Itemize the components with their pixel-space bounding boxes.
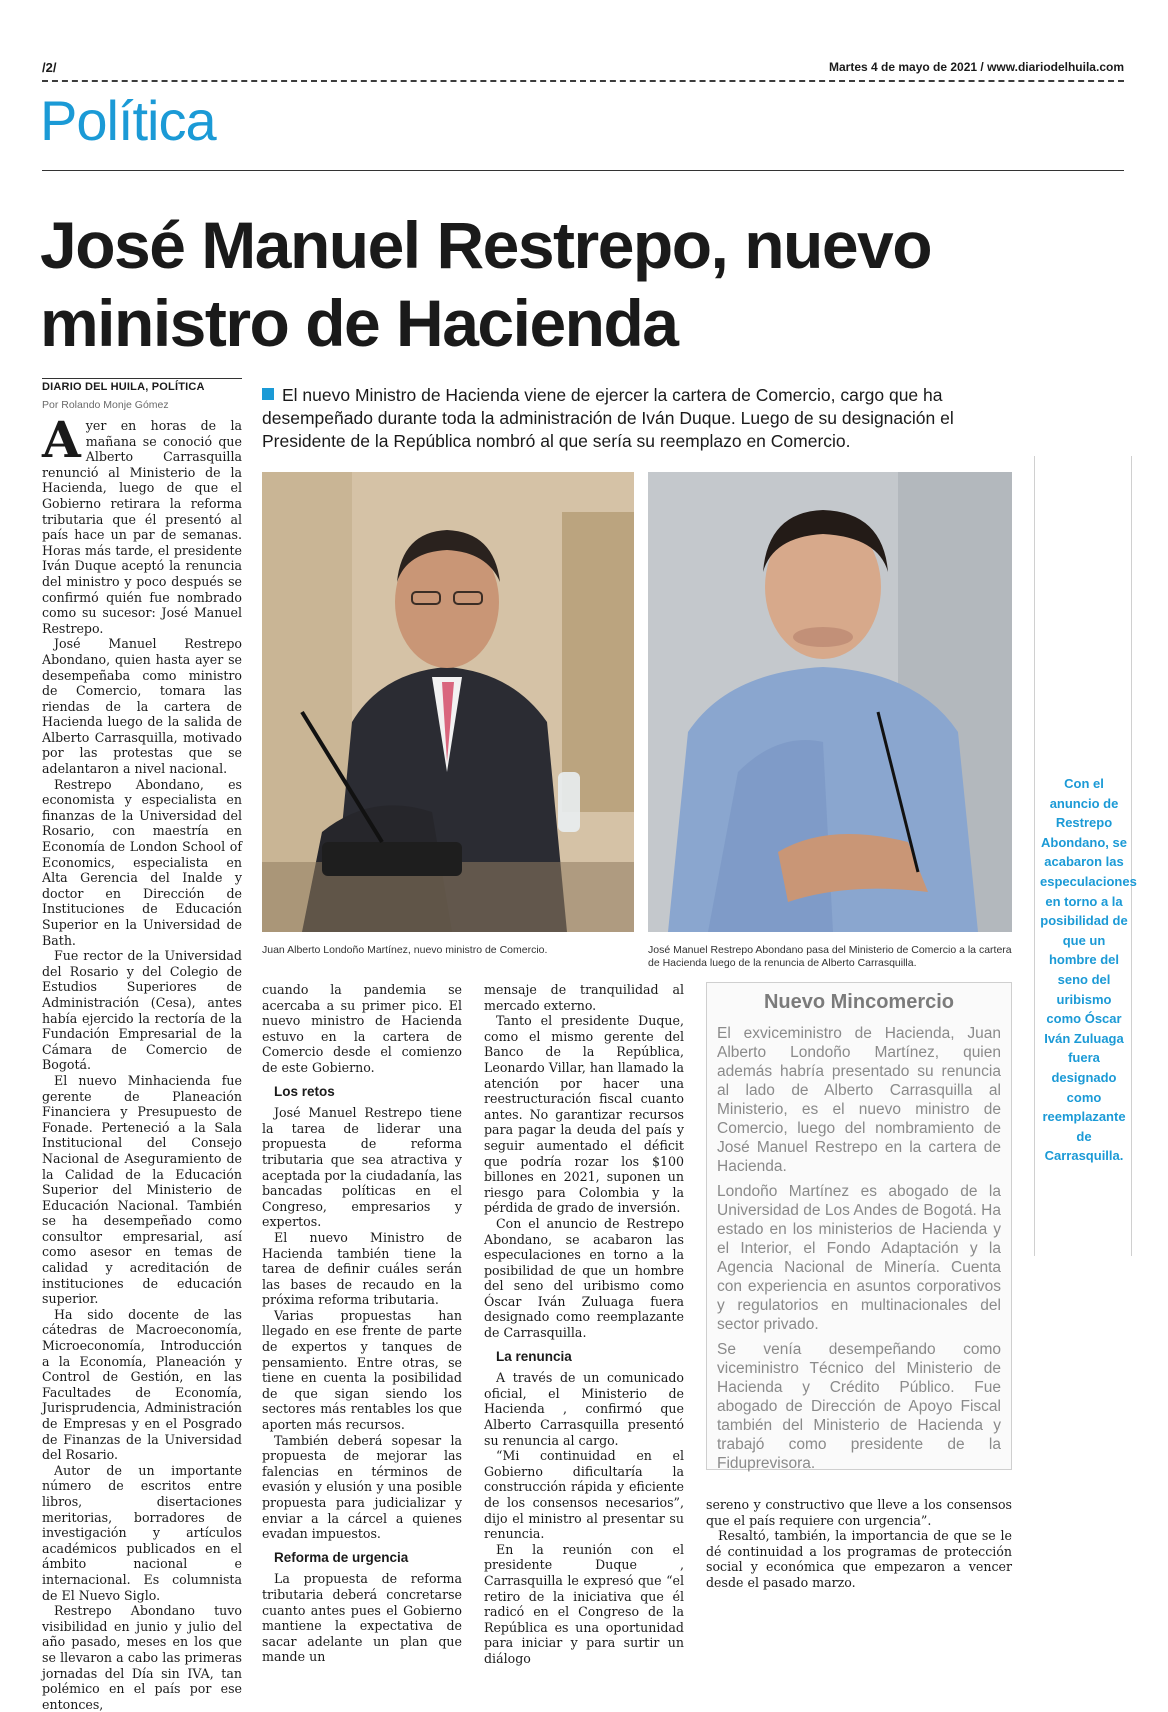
- header-divider: [42, 170, 1124, 171]
- deck-square-bullet: [262, 388, 274, 400]
- dateline: Martes 4 de mayo de 2021 / www.diariodelhuila.com: [829, 60, 1124, 74]
- article-paragraph: Autor de un importante número de escritos entre libros, disertaciones meritorias, borradores de investigación y artículos académicos publicados en el ámbito nacional e internacional. Es columnista de El Nuevo Siglo.: [42, 1462, 242, 1603]
- article-paragraph: Restrepo Abondano, es economista y especialista en finanzas de la Universidad del Rosario, con maestría en Economía de London School of Economics, especialista en Alta Gerencia del Inalde y doctor en Dirección de Instituciones de Educación Superior en la Universidad de Bath.: [42, 776, 242, 948]
- article-paragraph: Fue rector de la Universidad del Rosario y del Colegio de Estudios Superiores de Administración (Cesa), antes había ejercido la rectoría de la Fundación Empresarial de la Cámara de Comercio de Bogotá.: [42, 948, 242, 1073]
- sidebar-title: Nuevo Mincomercio: [763, 991, 955, 1013]
- article-paragraph: Con el anuncio de Restrepo Abondano, se acabaron las especulaciones en torno a la posibilidad de que un hombre del seno del uribismo como Óscar Iván Zuluaga fuera designado como reemplazante de Carrasquilla.: [484, 1215, 684, 1341]
- sidebar-paragraph: El exviceministro de Hacienda, Juan Alberto Londoño Martínez, quien además habría presentado su renuncia al lado de Alberto Carrasquilla al Ministerio, es el nuevo ministro de Comercio, luego del nombramiento de José Manuel Restrepo en la cartera de Hacienda.: [717, 1025, 1001, 1175]
- section-title: Política: [40, 89, 216, 152]
- article-paragraph: A través de un comunicado oficial, el Ministerio de Hacienda , confirmó que Alberto Carrasquilla presentó su renuncia al cargo.: [484, 1370, 684, 1448]
- article-paragraph: “Mi continuidad en el Gobierno dificultaría la construcción rápida y eficiente de los consensos necesarios”, dijo el ministro al presentar su renuncia.: [484, 1448, 684, 1542]
- article-paragraph: También deberá sopesar la propuesta de mejorar las falencias en términos de evasión y elusión y una posible propuesta para judicializar y enviar a la cárcel a quienes evadan impuestos.: [262, 1432, 462, 1542]
- article-paragraph: Ayer en horas de la mañana se conoció que Alberto Carrasquilla renunció al Ministerio de la Hacienda, luego de que el Gobierno retirara la reforma tributaria que él presentó al país hace un par de semanas. Horas más tarde, el presidente Iván Duque aceptó la renuncia del ministro y poco después se confirmó quién fue nombrado como su sucesor: José Manuel Restrepo.: [42, 410, 242, 636]
- article-paragraph: La propuesta de reforma tributaria deberá concretarse cuanto antes pues el Gobierno mantiene la expectativa de sacar adelante un plan que mande un: [262, 1571, 462, 1665]
- header-dashed-rule: [42, 80, 1124, 82]
- article-paragraph: Ha sido docente de las cátedras de Macroeconomía, Microeconomía, Introducción a la Economía, Planeación y Control de Gestión, en las Facultades de Economía, Jurisprudencia, Administración de Empresas y en el Posgrado de Finanzas de la Universidad del Rosario.: [42, 1306, 242, 1463]
- article-column-1: [42, 410, 242, 1712]
- byline-author: Por Rolando Monje Gómez: [42, 399, 169, 411]
- subhead: Los retos: [274, 1083, 335, 1099]
- article-paragraph: sereno y constructivo que lleve a los consensos que el país requiere con urgencia”.: [706, 1497, 1012, 1528]
- pull-quote: Con el anuncio de Restrepo Abondano, se acabaron las especulaciones en torno a la posibilidad de que un hombre del seno del uribismo como Óscar Iván Zuluaga fuera designado como reemplazante de Carrasquilla.: [1040, 776, 1137, 1164]
- article-paragraph: Varias propuestas han llegado en ese frente de parte de expertos y tanques de pensamiento. Entre otras, se tiene en cuenta la posibilidad de que sigan siendo los sectores más rentables los que aporten más recursos.: [262, 1307, 462, 1433]
- article-column-4: [706, 1497, 1012, 1591]
- article-paragraph: El nuevo Minhacienda fue gerente de Planeación Financiera y Presupuesto de Fonade. Perteneció a la Sala Institucional del Consejo Nacional de Aseguramiento de la Calidad de la Educación Superior del Ministerio de Educación Nacional. También se ha desempeñado como consultor empresarial, así como asesor en temas de calidad y acreditación de instituciones de educación superior.: [42, 1072, 242, 1307]
- article-paragraph: mensaje de tranquilidad al mercado externo.: [484, 982, 684, 1013]
- subhead: Reforma de urgencia: [274, 1549, 409, 1565]
- sidebar-body: [717, 1024, 1001, 1473]
- article-paragraph: cuando la pandemia se acercaba a su primer pico. El nuevo ministro de Hacienda estuvo en la cartera de Comercio desde el comienzo de este Gobierno.: [262, 982, 462, 1075]
- photo-caption: José Manuel Restrepo Abondano pasa del Ministerio de Comercio a la cartera de Hacienda luego de la renuncia de Alberto Carrasquilla.: [648, 944, 1012, 969]
- byline-rule: [42, 378, 242, 379]
- article-paragraph: Resaltó, también, la importancia de que se le dé continuidad a los programas de protección social y económica que empezaron a vencer desde el pasado marzo.: [706, 1528, 1012, 1590]
- photo-restrepo: [648, 472, 1012, 932]
- sidebar-nuevo-mincomercio: [706, 982, 1012, 1470]
- article-paragraph: José Manuel Restrepo Abondano, quien hasta ayer se desempeñaba como ministro de Comercio, tomara las riendas de la cartera de Hacienda luego de la salida de Alberto Carrasquilla, motivado por las protestas que se adelantaron a nivel nacional.: [42, 636, 242, 777]
- drop-cap: A: [42, 410, 81, 469]
- headline: José Manuel Restrepo, nuevo ministro de Hacienda: [40, 208, 932, 360]
- sidebar-paragraph: Se venía desempeñando como viceministro Técnico del Ministerio de Hacienda y Crédito Público. Fue abogado de Dirección de Apoyo Fiscal también del Ministerio de Hacienda y trabajó como presidente de la Fiduprevisora.: [717, 1341, 1001, 1472]
- article-paragraph: El nuevo Ministro de Hacienda también tiene la tarea de definir cuáles serán las bases de recaudo en la próxima reforma tributaria.: [262, 1229, 462, 1308]
- photo-londono: [262, 472, 634, 932]
- page-folio: /2/: [42, 60, 57, 75]
- photo-restrepo-illustration: [648, 472, 1012, 932]
- article-paragraph: Tanto el presidente Duque, como el mismo gerente del Banco de la República, Leonardo Villar, han llamado la atención por hacer una reestructuración fiscal cuanto antes. No garantizar recursos para pagar la deuda del país y seguir aumentado el déficit que podría rozar los $100 billones en 2021, suponen un riesgo para Colombia y la pérdida de grado de inversión.: [484, 1013, 684, 1216]
- photo-londono-illustration: [262, 472, 634, 932]
- article-paragraph: José Manuel Restrepo tiene la tarea de liderar una propuesta de reforma tributaria que sea atractiva y aceptada por la ciudadanía, las bancadas políticas en el Congreso, empresarios y expertos.: [262, 1105, 462, 1230]
- deck-text: El nuevo Ministro de Hacienda viene de ejercer la cartera de Comercio, cargo que ha desempeñado durante toda la administración de Iván Duque. Luego de su designación el Presidente de la República nombró al que sería su reemplazo en Comercio.: [262, 385, 954, 451]
- photo-caption: Juan Alberto Londoño Martínez, nuevo ministro de Comercio.: [262, 944, 548, 956]
- article-paragraph: En la reunión con el presidente Duque , Carrasquilla le expresó que “el retiro de la iniciativa que él radicó en el Congreso de la República es una oportunidad para iniciar y para surtir un diálogo: [484, 1541, 684, 1666]
- subhead: La renuncia: [496, 1348, 572, 1364]
- article-column-3: [484, 982, 684, 1667]
- byline-source: DIARIO DEL HUILA, POLÍTICA: [42, 381, 205, 393]
- article-paragraph: Restrepo Abondano tuvo visibilidad en junio y julio del año pasado, meses en los que se llevaron a cabo las primeras jornadas del Día sin IVA, tan polémico en el país por ese entonces,: [42, 1603, 242, 1712]
- sidebar-paragraph: Londoño Martínez es abogado de la Universidad de Los Andes de Bogotá. Ha estado en los ministerios de Hacienda y el Interior, el Fondo Adaptación y la Agencia Nacional de Minería. Cuenta con experiencia en asuntos corporativos y regulatorios en multinacionales del sector privado.: [717, 1183, 1001, 1333]
- deck: [262, 384, 1022, 453]
- article-column-2: [262, 982, 462, 1665]
